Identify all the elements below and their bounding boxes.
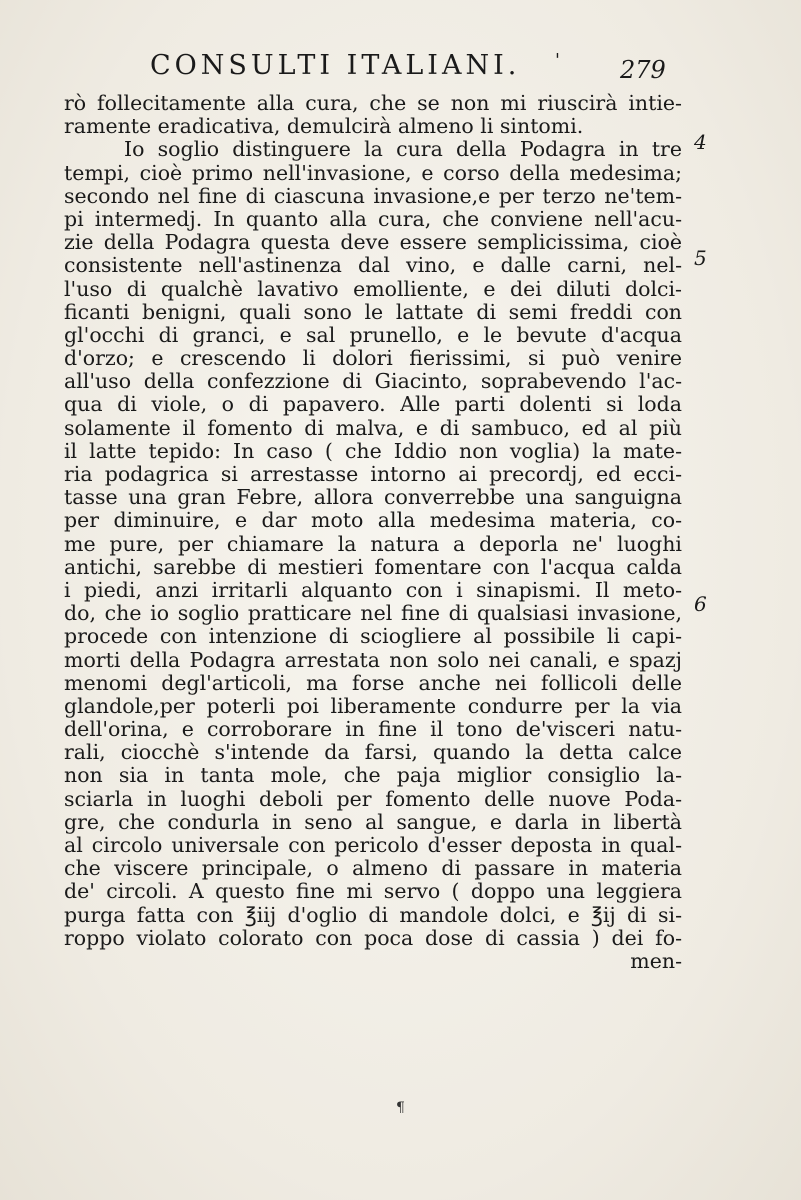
text-line: qua di viole, o di papavero. Alle parti dolenti si loda bbox=[64, 392, 682, 417]
text-line: ficanti benigni, quali sono le lattate di semi freddi con bbox=[64, 299, 682, 324]
page-header bbox=[150, 50, 670, 90]
text-line: gre, che condurla in seno al sangue, e darla in libertà bbox=[64, 809, 682, 834]
text-line: procede con intenzione di sciogliere al possibile li capi- bbox=[64, 624, 682, 649]
margin-number: 6 bbox=[694, 592, 707, 616]
text-line: Io soglio distinguere la cura della Podagra in tre bbox=[124, 137, 682, 162]
text-line: dell'orina, e corroborare in fine il tono de'visceri natu- bbox=[64, 717, 682, 742]
text-line: i piedi, anzi irritarli alquanto con i sinapismi. Il meto- bbox=[64, 577, 682, 602]
text-line: ria podagrica si arrestasse intorno ai precordj, ed ecci- bbox=[64, 462, 682, 486]
text-line: rò follecitamente alla cura, che se non mi riuscirà intie- bbox=[64, 91, 682, 115]
text-line: me pure, per chiamare la natura a deporla ne' luoghi bbox=[64, 531, 682, 556]
header-mark: ' bbox=[555, 50, 560, 71]
margin-number: 4 bbox=[694, 130, 707, 154]
text-line: antichi, sarebbe di mestieri fomentare con l'acqua calda bbox=[64, 554, 682, 579]
text-line: che viscere principale, o almeno di passare in materia bbox=[64, 856, 682, 881]
text-line: pi intermedj. In quanto alla cura, che conviene nell'acu- bbox=[64, 206, 682, 231]
text-line: consistente nell'astinenza dal vino, e dalle carni, nel- bbox=[64, 253, 682, 278]
text-line: tasse una gran Febre, allora converrebbe una sanguigna bbox=[64, 485, 682, 510]
text-line: sciarla in luoghi deboli per fomento delle nuove Poda- bbox=[64, 786, 682, 811]
running-head: CONSULTI ITALIANI. bbox=[150, 50, 521, 81]
text-line: tempi, cioè primo nell'invasione, e corso della medesima; bbox=[64, 160, 682, 185]
text-line: morti della Podagra arrestata non solo nei canali, e spazj bbox=[64, 647, 682, 672]
text-line: d'orzo; e crescendo li dolori fierissimi, si può venire bbox=[64, 346, 682, 371]
text-line: glandole,per poterli poi liberamente condurre per la via bbox=[64, 693, 682, 718]
text-line: rali, ciocchè s'intende da farsi, quando la detta calce bbox=[64, 740, 682, 765]
text-line: gl'occhi di granci, e sal prunello, e le bevute d'acqua bbox=[64, 322, 682, 347]
text-line: non sia in tanta mole, che paja miglior consiglio la- bbox=[64, 763, 682, 788]
text-line: ramente eradicativa, demulcirà almeno li sintomi. bbox=[64, 114, 584, 139]
text-line: do, che io soglio pratticare nel fine di qualsiasi invasione, bbox=[64, 601, 682, 626]
text-line: al circolo universale con pericolo d'esser deposta in qual- bbox=[64, 833, 682, 857]
text-line: menomi degl'articoli, ma forse anche nei follicoli delle bbox=[64, 670, 682, 695]
text-line: secondo nel fine di ciascuna invasione,e per terzo ne'tem- bbox=[64, 183, 682, 208]
footer-mark: ¶ bbox=[396, 1100, 405, 1116]
text-line: per diminuire, e dar moto alla medesima materia, co- bbox=[64, 508, 682, 533]
text-line: roppo violato colorato con poca dose di cassia ) dei fo- bbox=[64, 925, 682, 950]
margin-number: 5 bbox=[694, 246, 707, 270]
text-line: purga fatta con ℥iij d'oglio di mandole dolci, e ℥ij di si- bbox=[64, 902, 682, 927]
text-line: solamente il fomento di malva, e di sambuco, ed al più bbox=[64, 415, 682, 440]
text-line: zie della Podagra questa deve essere semplicissima, cioè bbox=[64, 230, 682, 255]
page-number: 279 bbox=[620, 56, 666, 84]
text-line: l'uso di qualchè lavativo emolliente, e dei diluti dolci- bbox=[64, 276, 682, 301]
text-line: il latte tepido: In caso ( che Iddio non voglia) la mate- bbox=[64, 438, 682, 463]
catchword: men- bbox=[630, 948, 682, 973]
text-line: all'uso della confezzione di Giacinto, soprabevendo l'ac- bbox=[64, 369, 682, 394]
body-text bbox=[64, 92, 682, 973]
text-line: de' circoli. A questo fine mi servo ( doppo una leggiera bbox=[64, 879, 682, 904]
